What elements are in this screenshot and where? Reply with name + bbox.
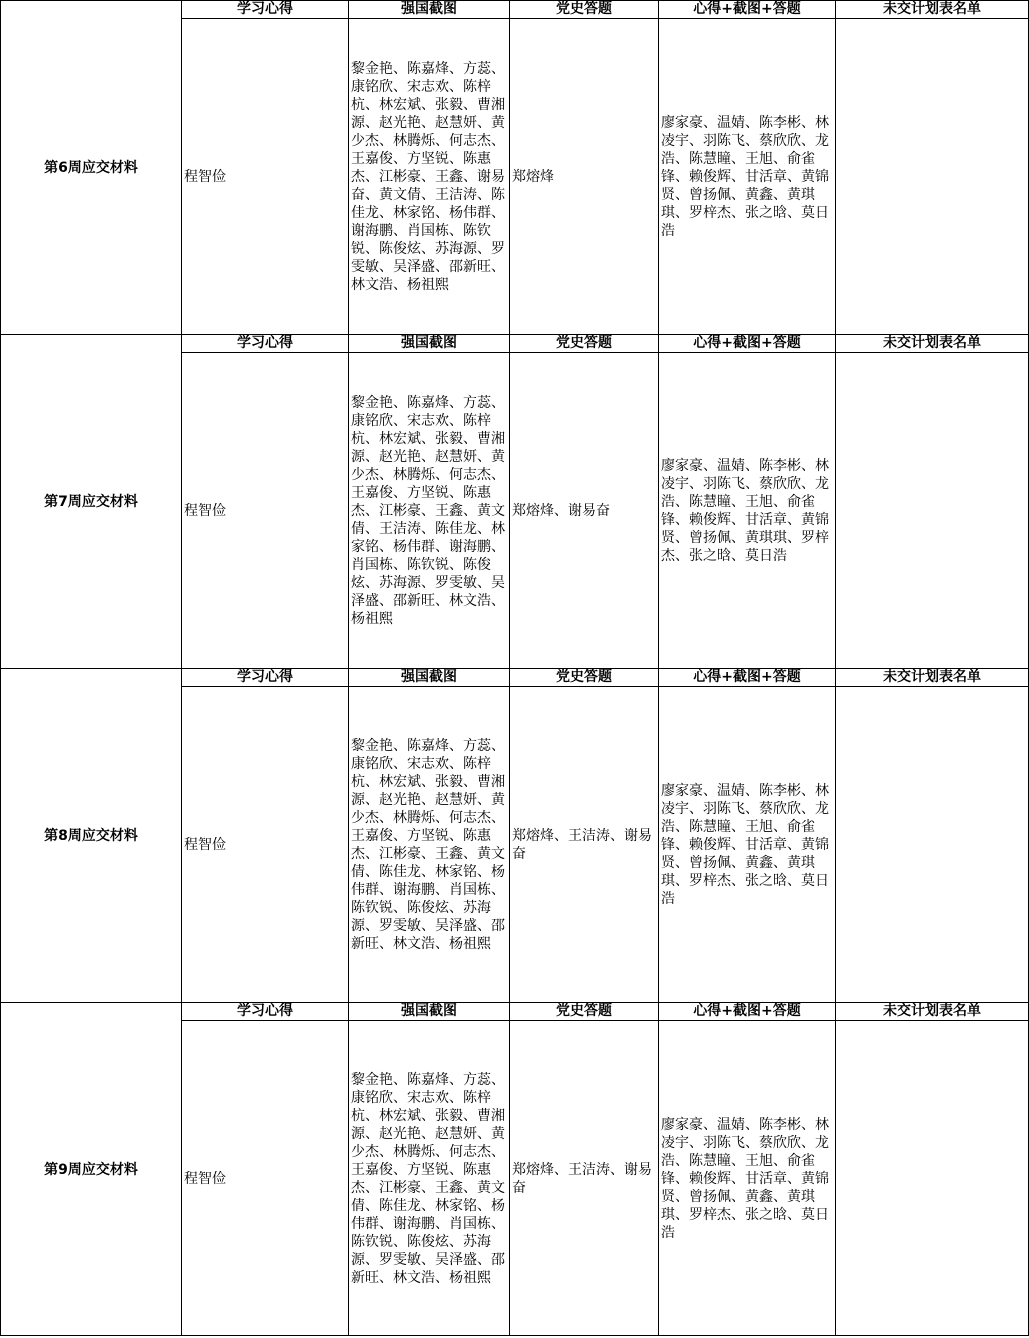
grid-line	[181, 1002, 182, 1336]
header-party-history-quiz: 党史答题	[556, 669, 612, 685]
cell-all-three	[661, 19, 831, 334]
grid-line	[181, 334, 182, 668]
header-party-history-quiz: 党史答题	[556, 1, 612, 17]
header-qiangguo-screenshot: 强国截图	[401, 1003, 457, 1019]
week-block	[0, 1002, 1029, 1336]
grid-line	[348, 668, 349, 1002]
header-all-three: 心得+截图+答题	[693, 1, 801, 17]
grid-line	[835, 0, 836, 334]
names-party-history-quiz: 郑熔烽、谢易奋	[512, 502, 610, 519]
names-study-notes: 程智俭	[184, 1170, 226, 1187]
cell-party-history-quiz	[512, 1021, 656, 1336]
cell-qiangguo-screenshot	[351, 353, 505, 668]
grid-line	[181, 668, 182, 1002]
header-qiangguo-screenshot: 强国截图	[401, 669, 457, 685]
names-all-three: 廖家豪、温婧、陈李彬、林凌宇、羽陈飞、蔡欣欣、龙浩、陈慧瞳、王旭、俞雀锋、赖俊辉、甘活章、黄锦贤、曾扬佩、黄琪琪、罗梓杰、张之晗、莫日浩	[661, 457, 829, 564]
names-party-history-quiz: 郑熔烽	[512, 168, 554, 185]
header-missing-plan: 未交计划表名单	[883, 335, 981, 351]
header-party-history-quiz: 党史答题	[556, 335, 612, 351]
names-study-notes: 程智俭	[184, 836, 226, 853]
grid-line	[835, 334, 836, 668]
grid-line	[658, 0, 659, 334]
cell-all-three	[661, 353, 831, 668]
grid-line	[509, 1002, 510, 1336]
week-block	[0, 334, 1029, 668]
header-study-notes: 学习心得	[237, 1, 293, 17]
grid-line	[658, 668, 659, 1002]
names-study-notes: 程智俭	[184, 502, 226, 519]
cell-qiangguo-screenshot	[351, 687, 505, 1002]
grid-line	[509, 668, 510, 1002]
week-label: 第9周应交材料	[44, 1162, 138, 1178]
cell-party-history-quiz	[512, 687, 656, 1002]
cell-study-notes	[184, 353, 346, 668]
names-qiangguo-screenshot: 黎金艳、陈嘉烽、方蕊、康铭欣、宋志欢、陈梓杭、林宏斌、张毅、曹湘源、赵光艳、赵慧妍、黄少杰、林腾烁、何志杰、王嘉俊、方坚锐、陈惠杰、江彬豪、王鑫、黄文倩、陈佳龙、林家铭、杨伟群、谢海鹏、肖国栋、陈钦锐、陈俊炫、苏海源、罗雯敏、吴泽盛、邵新旺、林文浩、杨祖熙	[351, 1071, 505, 1286]
names-all-three: 廖家豪、温婧、陈李彬、林凌宇、羽陈飞、蔡欣欣、龙浩、陈慧瞳、王旭、俞雀锋、赖俊辉、甘活章、黄锦贤、曾扬佩、黄鑫、黄琪琪、罗梓杰、张之晗、莫日浩	[661, 114, 829, 239]
cell-party-history-quiz	[512, 19, 656, 334]
header-all-three: 心得+截图+答题	[693, 1003, 801, 1019]
grid-line	[181, 0, 182, 334]
grid-line	[835, 668, 836, 1002]
grid-line	[658, 334, 659, 668]
cell-party-history-quiz	[512, 353, 656, 668]
cell-missing-plan	[838, 353, 1026, 668]
week-block	[0, 668, 1029, 1002]
names-all-three: 廖家豪、温婧、陈李彬、林凌宇、羽陈飞、蔡欣欣、龙浩、陈慧瞳、王旭、俞雀锋、赖俊辉、甘活章、黄锦贤、曾扬佩、黄鑫、黄琪琪、罗梓杰、张之晗、莫日浩	[661, 782, 829, 907]
grid-line	[348, 1002, 349, 1336]
header-missing-plan: 未交计划表名单	[883, 1, 981, 17]
week-label: 第8周应交材料	[44, 828, 138, 844]
header-qiangguo-screenshot: 强国截图	[401, 335, 457, 351]
names-qiangguo-screenshot: 黎金艳、陈嘉烽、方蕊、康铭欣、宋志欢、陈梓杭、林宏斌、张毅、曹湘源、赵光艳、赵慧妍、黄少杰、林腾烁、何志杰、王嘉俊、方坚锐、陈惠杰、江彬豪、王鑫、谢易奋、黄文倩、王洁涛、陈佳龙、林家铭、杨伟群、谢海鹏、肖国栋、陈钦锐、陈俊炫、苏海源、罗雯敏、吴泽盛、邵新旺、林文浩、杨祖熙	[351, 60, 505, 293]
cell-all-three	[661, 687, 831, 1002]
grid-line	[509, 334, 510, 668]
grid-line	[658, 1002, 659, 1336]
grid-line	[509, 0, 510, 334]
header-all-three: 心得+截图+答题	[693, 335, 801, 351]
week-block	[0, 0, 1029, 334]
header-missing-plan: 未交计划表名单	[883, 1003, 981, 1019]
week-label: 第6周应交材料	[44, 160, 138, 176]
header-study-notes: 学习心得	[237, 669, 293, 685]
cell-missing-plan	[838, 19, 1026, 334]
cell-study-notes	[184, 687, 346, 1002]
week-label: 第7周应交材料	[44, 494, 138, 510]
cell-study-notes	[184, 19, 346, 334]
cell-missing-plan	[838, 1021, 1026, 1336]
header-all-three: 心得+截图+答题	[693, 669, 801, 685]
header-missing-plan: 未交计划表名单	[883, 669, 981, 685]
cell-qiangguo-screenshot	[351, 1021, 505, 1336]
grid-line	[348, 334, 349, 668]
names-party-history-quiz: 郑熔烽、王洁涛、谢易奋	[512, 827, 652, 862]
cell-qiangguo-screenshot	[351, 19, 505, 334]
grid-line	[835, 1002, 836, 1336]
names-party-history-quiz: 郑熔烽、王洁涛、谢易奋	[512, 1161, 652, 1196]
names-study-notes: 程智俭	[184, 168, 226, 185]
names-qiangguo-screenshot: 黎金艳、陈嘉烽、方蕊、康铭欣、宋志欢、陈梓杭、林宏斌、张毅、曹湘源、赵光艳、赵慧妍、黄少杰、林腾烁、何志杰、王嘉俊、方坚锐、陈惠杰、江彬豪、王鑫、黄文倩、王洁涛、陈佳龙、林家铭、杨伟群、谢海鹏、肖国栋、陈钦锐、陈俊炫、苏海源、罗雯敏、吴泽盛、邵新旺、林文浩、杨祖熙	[351, 394, 505, 627]
header-party-history-quiz: 党史答题	[556, 1003, 612, 1019]
cell-study-notes	[184, 1021, 346, 1336]
names-qiangguo-screenshot: 黎金艳、陈嘉烽、方蕊、康铭欣、宋志欢、陈梓杭、林宏斌、张毅、曹湘源、赵光艳、赵慧妍、黄少杰、林腾烁、何志杰、王嘉俊、方坚锐、陈惠杰、江彬豪、王鑫、黄文倩、陈佳龙、林家铭、杨伟群、谢海鹏、肖国栋、陈钦锐、陈俊炫、苏海源、罗雯敏、吴泽盛、邵新旺、林文浩、杨祖熙	[351, 737, 505, 952]
cell-missing-plan	[838, 687, 1026, 1002]
names-all-three: 廖家豪、温婧、陈李彬、林凌宇、羽陈飞、蔡欣欣、龙浩、陈慧瞳、王旭、俞雀锋、赖俊辉、甘活章、黄锦贤、曾扬佩、黄鑫、黄琪琪、罗梓杰、张之晗、莫日浩	[661, 1116, 829, 1241]
cell-all-three	[661, 1021, 831, 1336]
header-study-notes: 学习心得	[237, 335, 293, 351]
grid-line	[348, 0, 349, 334]
header-study-notes: 学习心得	[237, 1003, 293, 1019]
header-qiangguo-screenshot: 强国截图	[401, 1, 457, 17]
